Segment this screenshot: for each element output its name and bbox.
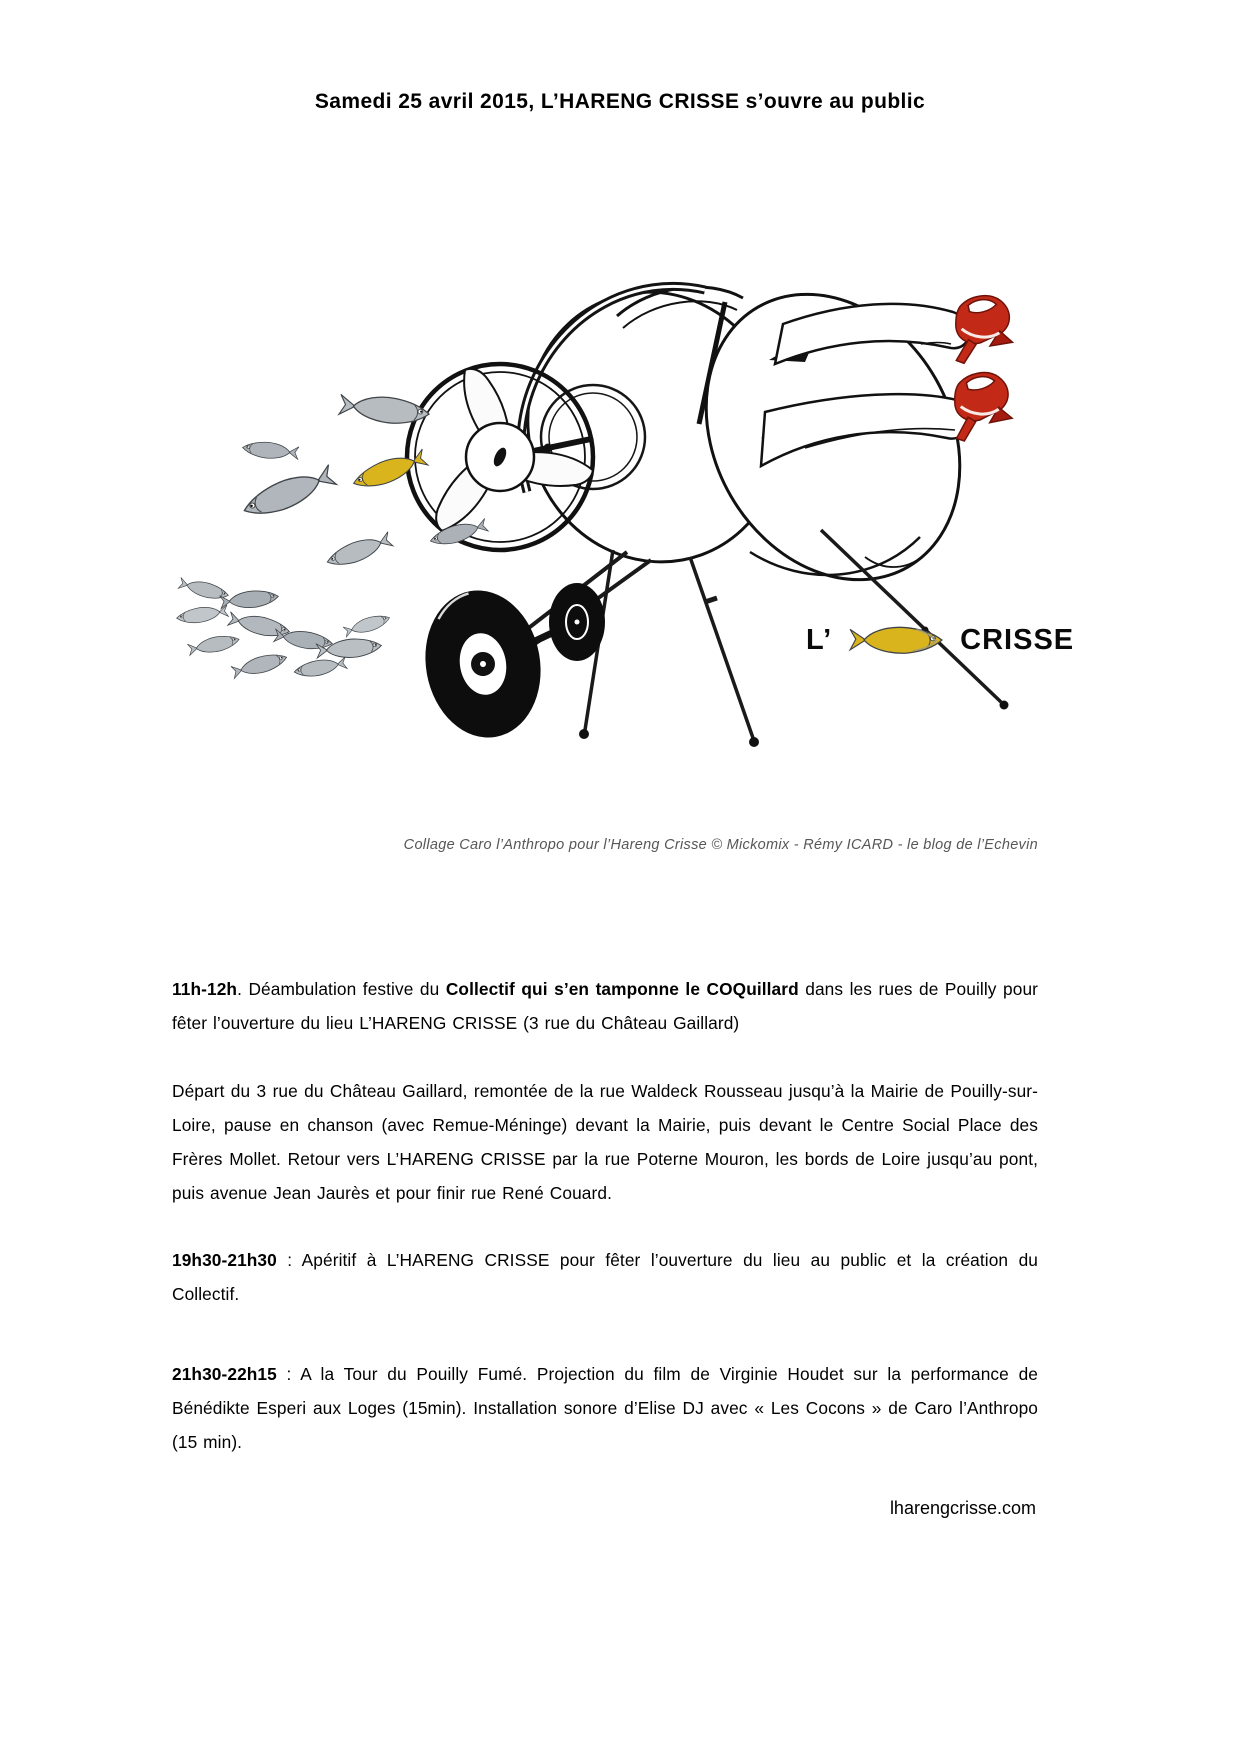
website-url: lharengcrisse.com <box>889 1498 1036 1518</box>
logo-fish-icon <box>846 620 946 660</box>
fish-icon <box>187 632 240 657</box>
schedule-paragraph-3: 19h30-21h30 : Apéritif à L’HARENG CRISSE pour fêter l’ouverture du lieu au public et la création du Collectif. <box>172 1250 1038 1305</box>
fish-icon <box>324 530 394 571</box>
fish-icon <box>176 604 229 626</box>
logo-article: L’ <box>806 623 833 656</box>
fish-icon <box>239 463 337 524</box>
time-slot: 19h30-21h30 <box>172 1250 277 1271</box>
page-title: Samedi 25 avril 2015, L’HARENG CRISSE s’ouvre au public <box>314 90 926 113</box>
hareng-crisse-logo <box>806 614 1074 666</box>
disc-wheel <box>549 583 605 661</box>
collage-illustration <box>165 252 1045 752</box>
fish-icon <box>242 440 299 462</box>
schedule-paragraph-4: 21h30-22h15 : A la Tour du Pouilly Fumé. Projection du film de Virginie Houdet sur la performance de Bénédikte Esperi aux Loges (15min). Installation sonore d’Elise DJ avec « Les Cocons » de Caro l’Anthropo (15 min). <box>172 1364 1038 1453</box>
schedule-paragraph-2: Départ du 3 rue du Château Gaillard, remontée de la rue Waldeck Rousseau jusqu’à la Mairie de Pouilly-sur-Loire, pause en chanson (avec Remue-Méninge) devant la Mairie, puis devant le Centre Social Place des Frères Mollet. Retour vers L’HARENG CRISSE par la rue Poterne Mouron, les bords de Loire jusqu’au pont, puis avenue Jean Jaurès et pour finir rue René Couard. <box>172 1081 1038 1204</box>
red-heel-icon <box>952 371 1015 445</box>
tire-wheel <box>414 581 552 747</box>
collective-name: Collectif qui s’en tamponne le COQuillard <box>445 979 799 1000</box>
fish-icon <box>343 611 392 638</box>
machine-collage <box>407 252 1017 747</box>
yellow-fish-icon <box>350 447 429 493</box>
red-heel-icon <box>951 293 1017 368</box>
schedule-paragraph-1: 11h-12h. Déambulation festive du Collectif qui s’en tamponne le COQuillard dans les rues de Pouilly pour fêter l’ouverture du lieu L’HARENG CRISSE (3 rue du Château Gaillard) <box>172 979 1039 1034</box>
fish-icon <box>231 650 289 681</box>
time-slot: 21h30-22h15 <box>172 1364 277 1385</box>
time-slot: 11h-12h <box>172 979 238 1000</box>
fish-icon <box>293 656 347 680</box>
fish-icon <box>220 588 280 610</box>
fish-icon <box>339 392 431 426</box>
spoked-wheel <box>407 364 594 550</box>
collage-caption: Collage Caro l’Anthropo pour l’Hareng Crisse © Mickomix - Rémy ICARD - le blog de l’Echevin <box>403 837 1038 853</box>
logo-name: CRISSE <box>960 623 1075 656</box>
